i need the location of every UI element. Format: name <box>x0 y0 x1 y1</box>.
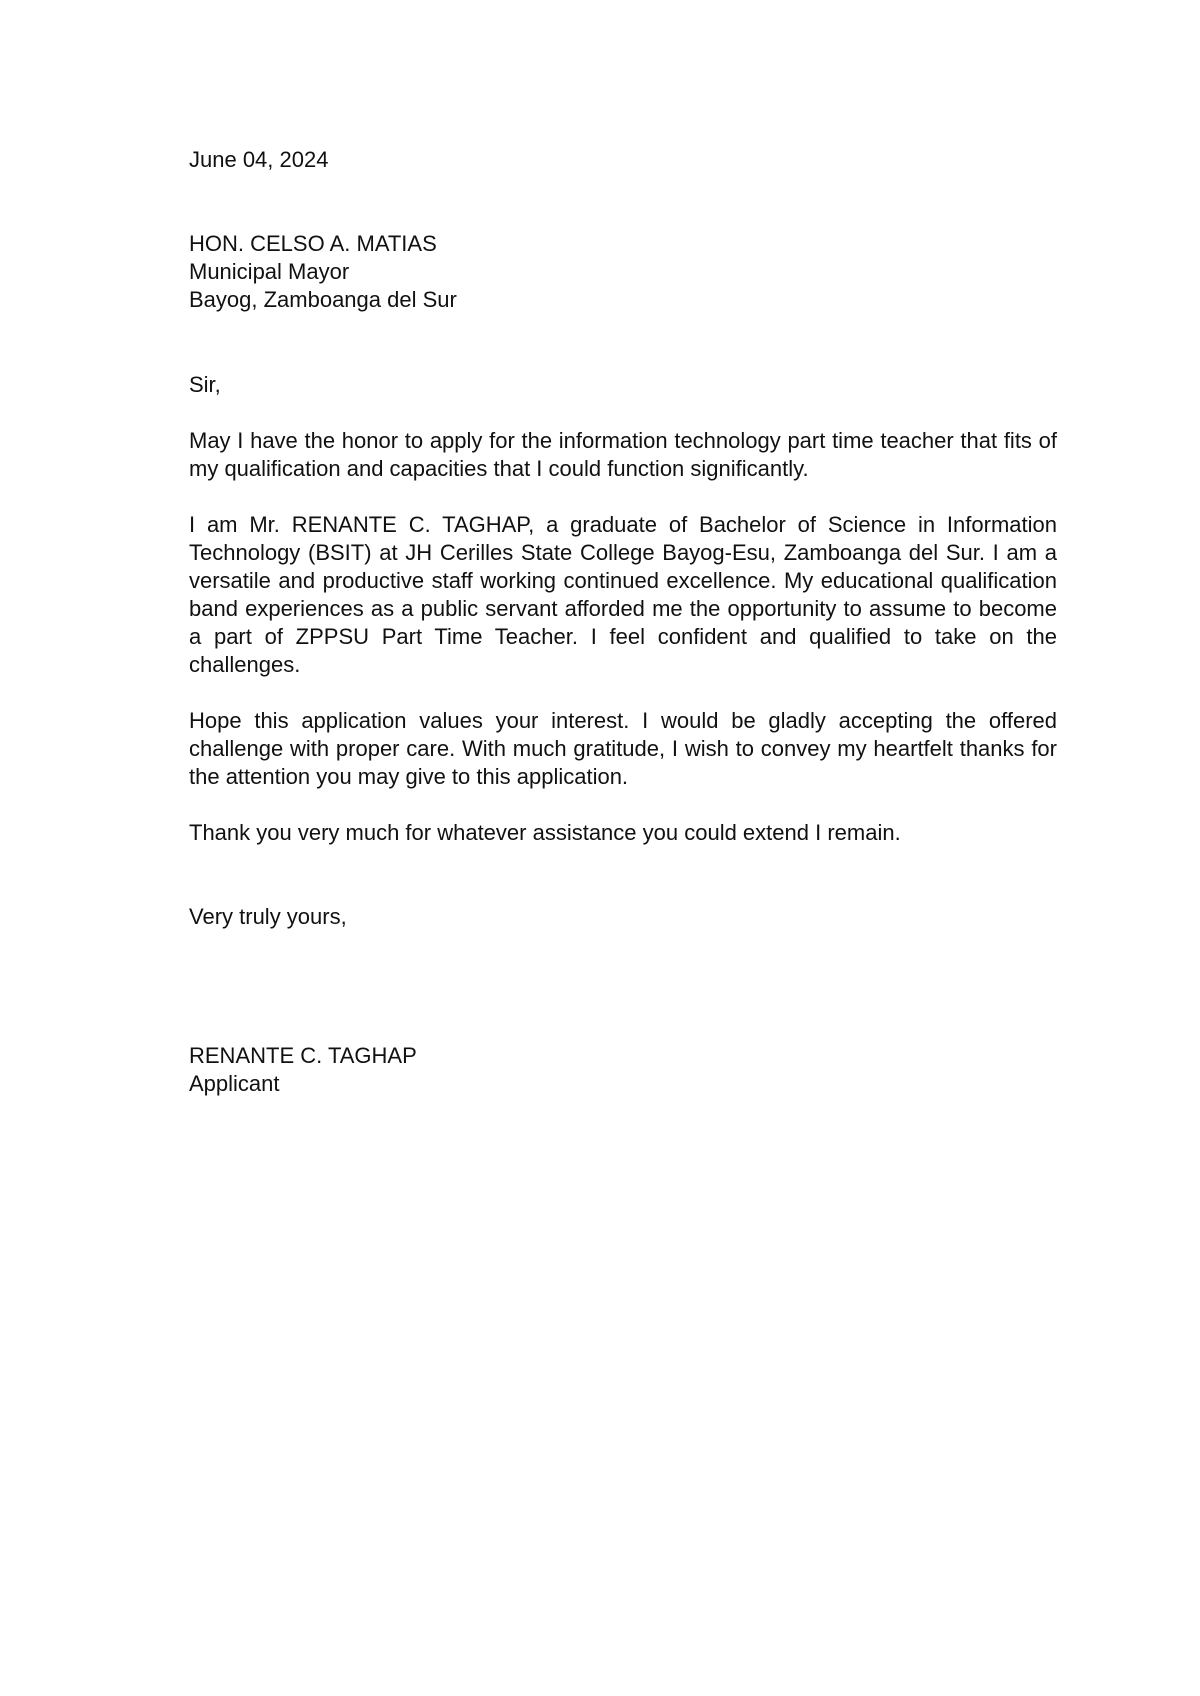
body-paragraph-1: May I have the honor to apply for the information technology part time teacher that fits of my qualification and capacities that I could function significantly. <box>189 428 1057 481</box>
recipient-title: Municipal Mayor <box>189 259 350 284</box>
body-paragraph-3: Hope this application values your interest. I would be gladly accepting the offered challenge with proper care. With much gratitude, I wish to convey my heartfelt thanks for the attention you may give to this application. <box>189 708 1057 789</box>
letter-date: June 04, 2024 <box>189 147 329 172</box>
salutation: Sir, <box>189 372 221 397</box>
complimentary-close: Very truly yours, <box>189 904 347 929</box>
body-paragraph-2: I am Mr. RENANTE C. TAGHAP, a graduate of Bachelor of Science in Information Technology (BSIT) at JH Cerilles State College Bayog-Esu, Zamboanga del Sur. I am a versatile and productive staff working continued excellence. My educational qualification band experiences as a public servant afforded me the opportunity to assume to become a part of ZPPSU Part Time Teacher. I feel confident and qualified to take on the challenges. <box>189 512 1057 677</box>
recipient-address: Bayog, Zamboanga del Sur <box>189 287 457 312</box>
signature-name: RENANTE C. TAGHAP <box>189 1043 417 1068</box>
signature-role: Applicant <box>189 1071 280 1096</box>
recipient-block <box>189 230 1057 314</box>
signature-block <box>189 1042 1057 1098</box>
recipient-name: HON. CELSO A. MATIAS <box>189 231 437 256</box>
letter-body <box>189 146 1057 1098</box>
body-paragraph-4: Thank you very much for whatever assistance you could extend I remain. <box>189 820 901 845</box>
